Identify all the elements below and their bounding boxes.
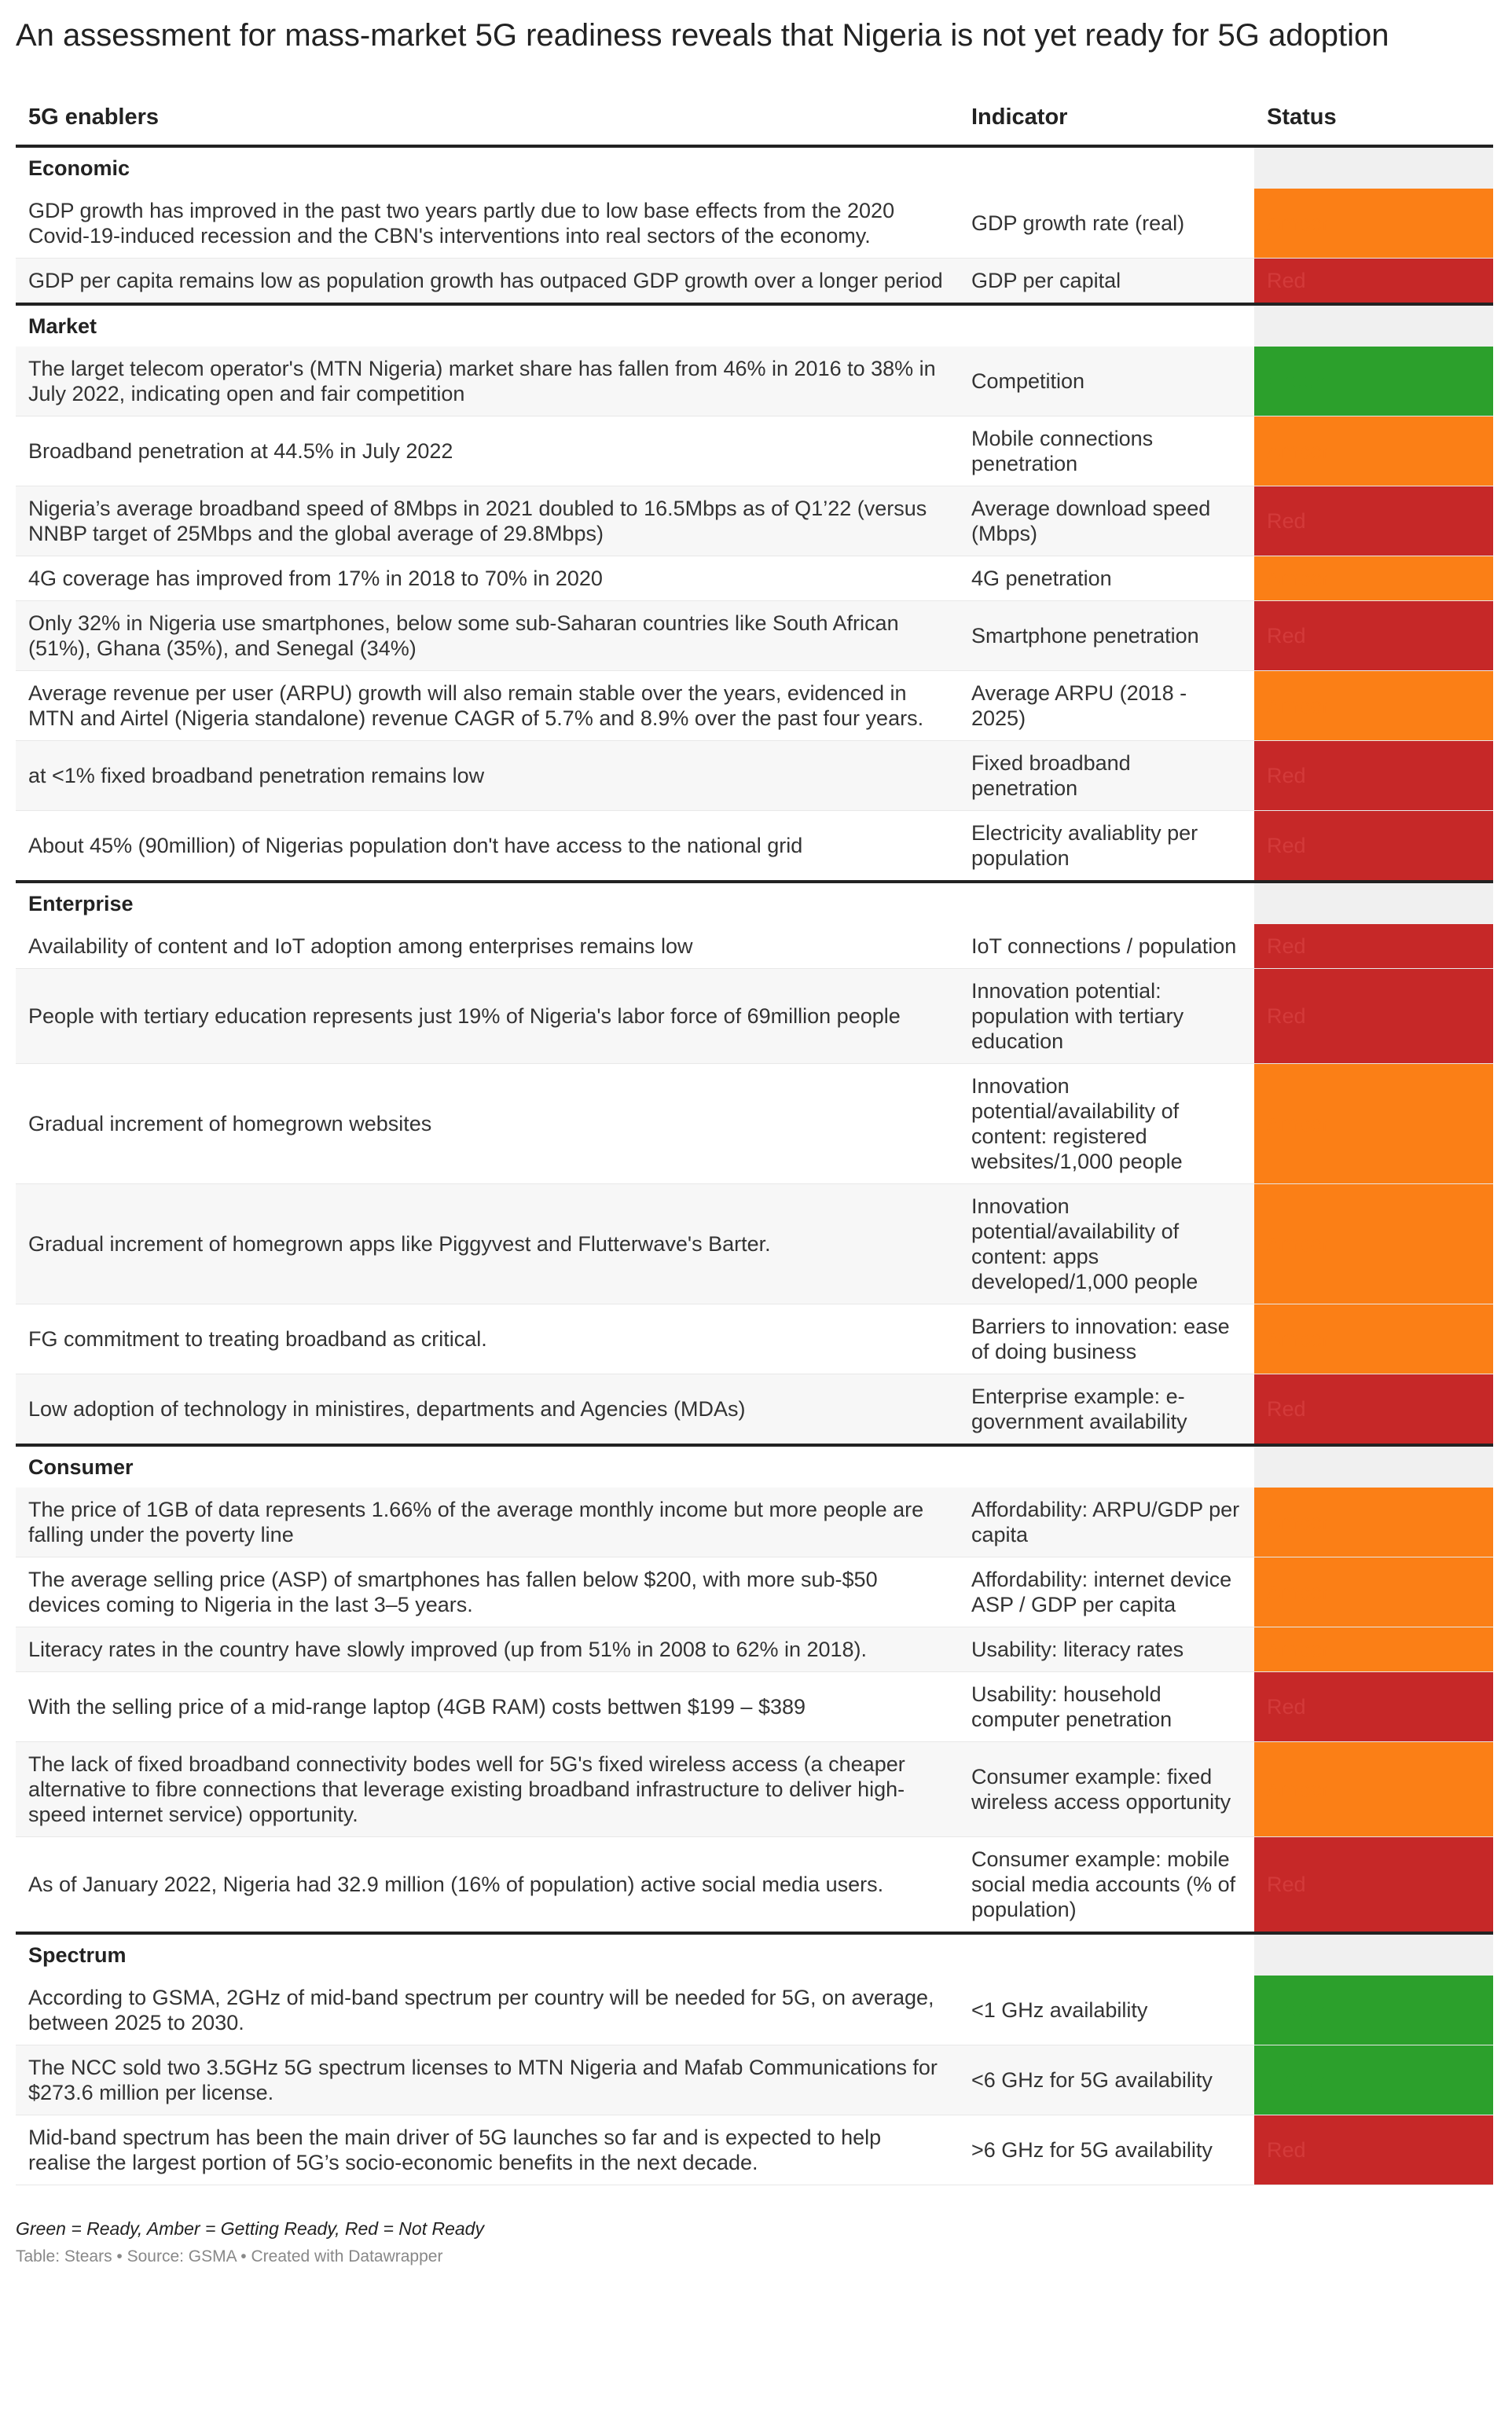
indicator-cell: Affordability: ARPU/GDP per capita (959, 1488, 1254, 1557)
status-cell-red: Red (1254, 811, 1493, 882)
status-cell-green: Green (1254, 2045, 1493, 2115)
indicator-cell: Mobile connections penetration (959, 416, 1254, 486)
indicator-cell: Average ARPU (2018 - 2025) (959, 671, 1254, 741)
indicator-cell: GDP growth rate (real) (959, 189, 1254, 259)
group-status-spacer (1254, 1445, 1493, 1488)
status-cell-red: Red (1254, 969, 1493, 1064)
status-cell-red: Red (1254, 741, 1493, 811)
group-row (16, 1445, 1493, 1488)
table-row (16, 259, 1493, 305)
enabler-cell: Low adoption of technology in ministires, departments and Agencies (MDAs) (16, 1374, 959, 1446)
table-row (16, 2045, 1493, 2115)
table-row (16, 2115, 1493, 2185)
enabler-cell: GDP per capita remains low as population growth has outpaced GDP growth over a longer period (16, 259, 959, 305)
readiness-table (16, 96, 1493, 2185)
enabler-cell: People with tertiary education represents just 19% of Nigeria's labor force of 69million people (16, 969, 959, 1064)
enabler-cell: The lack of fixed broadband connectivity bodes well for 5G's fixed wireless access (a cheaper alternative to fibre connections that leverage existing broadband infrastructure to deliver high-speed internet service) opportunity. (16, 1742, 959, 1837)
column-header-status[interactable]: Status (1254, 96, 1493, 146)
indicator-cell: Average download speed (Mbps) (959, 486, 1254, 556)
status-cell-red: Red (1254, 486, 1493, 556)
status-cell-amber: Amber (1254, 556, 1493, 601)
indicator-cell: GDP per capital (959, 259, 1254, 305)
table-row (16, 1976, 1493, 2045)
indicator-cell: Consumer example: mobile social media accounts (% of population) (959, 1837, 1254, 1934)
group-label: Enterprise (16, 882, 1254, 924)
indicator-cell: >6 GHz for 5G availability (959, 2115, 1254, 2185)
table-row (16, 189, 1493, 259)
table-row (16, 671, 1493, 741)
column-header-indicator[interactable]: Indicator (959, 96, 1254, 146)
table-row (16, 1557, 1493, 1627)
status-cell-amber: Amber (1254, 1488, 1493, 1557)
status-cell-red: Red (1254, 924, 1493, 969)
group-label: Spectrum (16, 1933, 1254, 1976)
indicator-cell: Fixed broadband penetration (959, 741, 1254, 811)
indicator-cell: Innovation potential/availability of content: apps developed/1,000 people (959, 1184, 1254, 1304)
table-row (16, 1304, 1493, 1374)
indicator-cell: Competition (959, 347, 1254, 416)
table-row (16, 1837, 1493, 1934)
table-row (16, 1742, 1493, 1837)
table-body (16, 146, 1493, 2185)
indicator-cell: <1 GHz availability (959, 1976, 1254, 2045)
status-cell-green: Green (1254, 1976, 1493, 2045)
status-cell-amber: Amber (1254, 1742, 1493, 1837)
status-cell-amber: Amber (1254, 1557, 1493, 1627)
status-cell-amber: Amber (1254, 1064, 1493, 1184)
group-row (16, 304, 1493, 347)
table-row (16, 811, 1493, 882)
status-cell-amber: Amber (1254, 189, 1493, 259)
source-note: Table: Stears • Source: GSMA • Created with Datawrapper (16, 2247, 443, 2265)
table-row (16, 924, 1493, 969)
enabler-cell: According to GSMA, 2GHz of mid-band spectrum per country will be needed for 5G, on average, between 2025 to 2030. (16, 1976, 959, 2045)
table-row (16, 601, 1493, 671)
group-label: Market (16, 304, 1254, 347)
table-row (16, 969, 1493, 1064)
group-status-spacer (1254, 146, 1493, 189)
status-cell-amber: Amber (1254, 1304, 1493, 1374)
indicator-cell: Electricity avaliablity per population (959, 811, 1254, 882)
group-status-spacer (1254, 1933, 1493, 1976)
group-row (16, 882, 1493, 924)
column-header-enablers[interactable]: 5G enablers (16, 96, 959, 146)
enabler-cell: Gradual increment of homegrown apps like Piggyvest and Flutterwave's Barter. (16, 1184, 959, 1304)
enabler-cell: Literacy rates in the country have slowly improved (up from 51% in 2008 to 62% in 2018). (16, 1627, 959, 1672)
group-status-spacer (1254, 304, 1493, 347)
table-row (16, 1488, 1493, 1557)
enabler-cell: The price of 1GB of data represents 1.66% of the average monthly income but more people are falling under the poverty line (16, 1488, 959, 1557)
status-cell-amber: Amber (1254, 1184, 1493, 1304)
enabler-cell: Mid-band spectrum has been the main driver of 5G launches so far and is expected to help realise the largest portion of 5G’s socio-economic benefits in the next decade. (16, 2115, 959, 2185)
enabler-cell: Broadband penetration at 44.5% in July 2022 (16, 416, 959, 486)
table-row (16, 1184, 1493, 1304)
indicator-cell: IoT connections / population (959, 924, 1254, 969)
page (16, 14, 1493, 2266)
enabler-cell: The average selling price (ASP) of smartphones has fallen below $200, with more sub-$50 devices coming to Nigeria in the last 3–5 years. (16, 1557, 959, 1627)
indicator-cell: Innovation potential/availability of content: registered websites/1,000 people (959, 1064, 1254, 1184)
enabler-cell: As of January 2022, Nigeria had 32.9 million (16% of population) active social media users. (16, 1837, 959, 1934)
status-cell-red: Red (1254, 259, 1493, 305)
status-cell-amber: Amber (1254, 416, 1493, 486)
table-row (16, 741, 1493, 811)
table-row (16, 1672, 1493, 1742)
enabler-cell: 4G coverage has improved from 17% in 2018 to 70% in 2020 (16, 556, 959, 601)
status-cell-amber: Amber (1254, 671, 1493, 741)
status-cell-amber: Amber (1254, 1627, 1493, 1672)
indicator-cell: 4G penetration (959, 556, 1254, 601)
enabler-cell: Average revenue per user (ARPU) growth will also remain stable over the years, evidenced in MTN and Airtel (Nigeria standalone) revenue CAGR of 5.7% and 8.9% over the past four years. (16, 671, 959, 741)
table-row (16, 1064, 1493, 1184)
indicator-cell: Smartphone penetration (959, 601, 1254, 671)
group-row (16, 1933, 1493, 1976)
indicator-cell: Barriers to innovation: ease of doing business (959, 1304, 1254, 1374)
enabler-cell: Gradual increment of homegrown websites (16, 1064, 959, 1184)
enabler-cell: Nigeria’s average broadband speed of 8Mbps in 2021 doubled to 16.5Mbps as of Q1’22 (versus NNBP target of 25Mbps and the global average of 29.8Mbps) (16, 486, 959, 556)
table-row (16, 1374, 1493, 1446)
header-row (16, 96, 1493, 146)
status-cell-red: Red (1254, 601, 1493, 671)
status-cell-green: Green (1254, 347, 1493, 416)
group-label: Consumer (16, 1445, 1254, 1488)
enabler-cell: Availability of content and IoT adoption among enterprises remains low (16, 924, 959, 969)
indicator-cell: Affordability: internet device ASP / GDP per capita (959, 1557, 1254, 1627)
enabler-cell: Only 32% in Nigeria use smartphones, below some sub-Saharan countries like South African (51%), Ghana (35%), and Senegal (34%) (16, 601, 959, 671)
indicator-cell: Enterprise example: e-government availability (959, 1374, 1254, 1446)
enabler-cell: FG commitment to treating broadband as critical. (16, 1304, 959, 1374)
status-cell-red: Red (1254, 1837, 1493, 1934)
group-row (16, 146, 1493, 189)
table-row (16, 347, 1493, 416)
group-label: Economic (28, 156, 130, 180)
table-row (16, 486, 1493, 556)
table-row (16, 1627, 1493, 1672)
status-cell-red: Red (1254, 1374, 1493, 1446)
group-status-spacer (1254, 882, 1493, 924)
table-row (16, 416, 1493, 486)
page-title: An assessment for mass-market 5G readiness reveals that Nigeria is not yet ready for 5G adoption (16, 18, 1389, 53)
enabler-cell: About 45% (90million) of Nigerias population don't have access to the national grid (16, 811, 959, 882)
indicator-cell: Consumer example: fixed wireless access opportunity (959, 1742, 1254, 1837)
enabler-cell: With the selling price of a mid-range laptop (4GB RAM) costs bettwen $199 – $389 (16, 1672, 959, 1742)
indicator-cell: <6 GHz for 5G availability (959, 2045, 1254, 2115)
legend-note: Green = Ready, Amber = Getting Ready, Red = Not Ready (16, 2218, 484, 2239)
enabler-cell: GDP growth has improved in the past two years partly due to low base effects from the 2020 Covid-19-induced recession and the CBN's interventions into real sectors of the economy. (16, 189, 959, 259)
status-cell-red: Red (1254, 2115, 1493, 2185)
indicator-cell: Innovation potential: population with tertiary education (959, 969, 1254, 1064)
indicator-cell: Usability: household computer penetration (959, 1672, 1254, 1742)
indicator-cell: Usability: literacy rates (959, 1627, 1254, 1672)
table-row (16, 556, 1493, 601)
enabler-cell: at <1% fixed broadband penetration remains low (16, 741, 959, 811)
enabler-cell: The NCC sold two 3.5GHz 5G spectrum licenses to MTN Nigeria and Mafab Communications for $273.6 million per license. (16, 2045, 959, 2115)
enabler-cell: The larget telecom operator's (MTN Nigeria) market share has fallen from 46% in 2016 to 38% in July 2022, indicating open and fair competition (16, 347, 959, 416)
status-cell-red: Red (1254, 1672, 1493, 1742)
